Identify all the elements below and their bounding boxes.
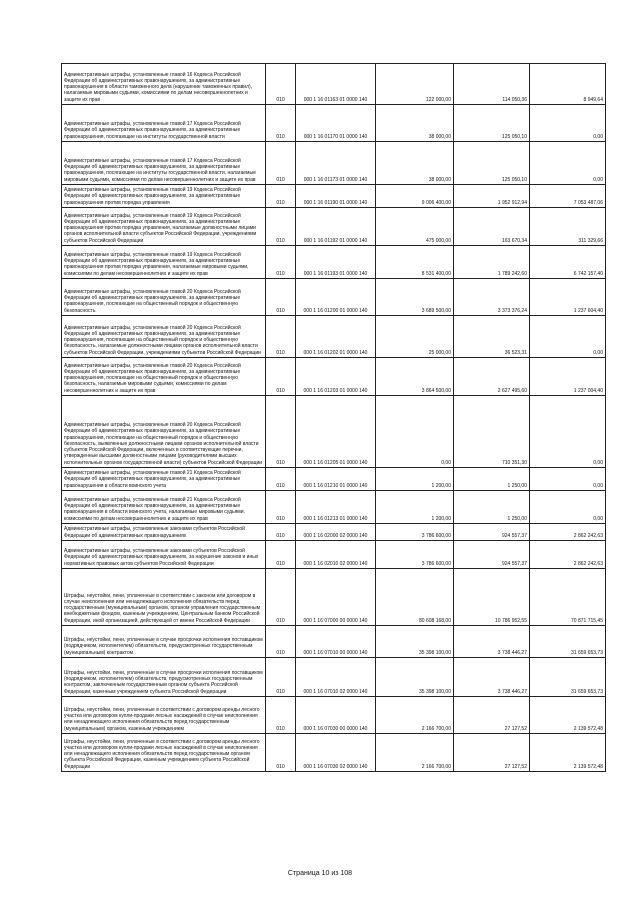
row-approved-amount: 3 786 600,00: [376, 541, 454, 569]
table-row: [62, 697, 606, 734]
row-description: Административные штрафы, установленные главой 20 Кодекса Российской Федерации об административных правонарушениях, за административные правонарушения, посягающие на общественный порядок и общественную безопасность, налагаемые мировыми судьями, комиссиями по делам несовершеннолетних и защите их прав: [62, 358, 266, 396]
row-approved-amount: 35 398 100,00: [376, 658, 454, 697]
row-executed-amount: 10 786 952,55: [454, 569, 530, 626]
row-executed-amount: 710 351,30: [454, 396, 530, 468]
row-description: Административные штрафы, установленные главой 17 Кодекса Российской Федерации об административных правонарушениях, за административные правонарушения, посягающие на институты государственной власти: [62, 105, 266, 142]
row-remaining-amount: 2 139 572,48: [530, 734, 606, 772]
row-description: Административные штрафы, установленные главой 17 Кодекса Российской Федерации об административных правонарушениях, за административные правонарушения, посягающие на институты государственной власти, налагаемые мировыми судьями, комиссиями по делам несовершеннолетних и защите их прав: [62, 142, 266, 185]
row-approved-amount: 35 398 100,00: [376, 626, 454, 658]
row-approved-amount: 9 006 400,00: [376, 185, 454, 208]
row-executed-amount: 2 627 495,60: [454, 358, 530, 396]
row-approved-amount: 3 689 500,00: [376, 279, 454, 316]
row-description: Штрафы, неустойки, пени, уплаченные в соответствии с договором аренды лесного участка или договором купли-продажи лесных насаждений в случае неисполнения или ненадлежащего исполнения обязательств перед государственным (муниципальным) органом, казенным учреждением: [62, 697, 266, 734]
row-executed-amount: 924 557,37: [454, 524, 530, 541]
row-budget-code: 000 1 16 02010 02 0000 140: [296, 541, 376, 569]
row-executed-amount: 125 050,10: [454, 142, 530, 185]
row-budget-code: 000 1 16 01193 01 0000 140: [296, 246, 376, 279]
row-budget-code: 000 1 16 07030 02 0000 140: [296, 734, 376, 772]
page-footer: [0, 870, 640, 877]
row-executed-amount: 3 373 376,24: [454, 279, 530, 316]
row-description: Административные штрафы, установленные главой 19 Кодекса Российской Федерации об административных правонарушениях, за административные правонарушения против порядка управления, налагаемые мировыми судьями, комиссиями по делам несовершеннолетних и защите их прав: [62, 246, 266, 279]
row-description: Административные штрафы, установленные главой 20 Кодекса Российской Федерации об административных правонарушениях, за административные правонарушения, посягающие на общественный порядок и общественную безопасность, выявленные должностными лицами органов исполнительной власти субъектов Российской Федерации, включенных в соответствующие перечни, утвержденные высшими должностными лицами (руководителями высших исполнительных органов государственной власти) субъектов Российской Федерации: [62, 396, 266, 468]
row-remaining-amount: 1 237 604,40: [530, 279, 606, 316]
row-remaining-amount: 2 862 242,63: [530, 541, 606, 569]
revenue-table: [61, 63, 606, 772]
row-budget-code: 000 1 16 01163 01 0000 140: [296, 64, 376, 105]
row-remaining-amount: 0,00: [530, 142, 606, 185]
row-executed-amount: 36 523,31: [454, 316, 530, 358]
row-code: 010: [266, 658, 296, 697]
table-row: [62, 626, 606, 658]
row-executed-amount: 163 670,34: [454, 208, 530, 246]
row-budget-code: 000 1 16 01210 01 0000 140: [296, 468, 376, 491]
row-budget-code: 000 1 16 01213 01 0000 140: [296, 491, 376, 524]
row-executed-amount: 1 250,00: [454, 491, 530, 524]
row-description: Штрафы, неустойки, пени, уплаченные в соответствии с договором аренды лесного участка или договором купли-продажи лесных насаждений в случае неисполнения или ненадлежащего исполнения обязательств перед государственным органом субъекта Российской Федерации, казенным учреждением субъекта Российской Федерации: [62, 734, 266, 772]
row-approved-amount: 122 000,00: [376, 64, 454, 105]
row-code: 010: [266, 524, 296, 541]
table-row: [62, 524, 606, 541]
row-remaining-amount: 1 237 004,40: [530, 358, 606, 396]
row-executed-amount: 1 250,00: [454, 468, 530, 491]
row-remaining-amount: 6 742 157,40: [530, 246, 606, 279]
row-description: Штрафы, неустойки, пени, уплаченные в случае просрочки исполнения поставщиком (подрядчиком, исполнителем) обязательств, предусмотренных государственным (муниципальным) контрактом: [62, 626, 266, 658]
row-code: 010: [266, 279, 296, 316]
row-executed-amount: 114 050,36: [454, 64, 530, 105]
table-row: [62, 569, 606, 626]
row-budget-code: 000 1 16 07000 00 0000 140: [296, 569, 376, 626]
row-description: Административные штрафы, установленные главой 20 Кодекса Российской Федерации об административных правонарушениях, за административные правонарушения, посягающие на общественный порядок и общественную безопасность: [62, 279, 266, 316]
row-budget-code: 000 1 16 07010 02 0000 140: [296, 658, 376, 697]
row-code: 010: [266, 491, 296, 524]
table-row: [62, 658, 606, 697]
row-code: 010: [266, 569, 296, 626]
row-description: Административные штрафы, установленные законами субъектов Российской Федерации об административных правонарушениях: [62, 524, 266, 541]
row-executed-amount: 27 127,52: [454, 697, 530, 734]
row-budget-code: 000 1 16 01173 01 0000 140: [296, 142, 376, 185]
row-code: 010: [266, 105, 296, 142]
row-remaining-amount: 0,00: [530, 105, 606, 142]
row-approved-amount: 3 786 600,00: [376, 524, 454, 541]
row-description: Административные штрафы, установленные главой 16 Кодекса Российской Федерации об административных правонарушениях, за административные правонарушения в области таможенного дела (нарушение таможенных правил), налагаемые мировыми судьями, комиссиями по делам несовершеннолетних и защите их прав: [62, 64, 266, 105]
row-code: 010: [266, 626, 296, 658]
row-budget-code: 000 1 16 07010 00 0000 140: [296, 626, 376, 658]
table-row: [62, 279, 606, 316]
row-budget-code: 000 1 16 01205 01 0000 140: [296, 396, 376, 468]
row-approved-amount: 80 608 168,00: [376, 569, 454, 626]
row-description: Административные штрафы, установленные главой 19 Кодекса Российской Федерации об административных правонарушениях, за административные правонарушения против порядка управления, налагаемые должностными лицами органов исполнительной власти субъектов Российской Федерации, учреждениями субъектов Российской Федерации: [62, 208, 266, 246]
row-code: 010: [266, 316, 296, 358]
row-approved-amount: 1 200,00: [376, 491, 454, 524]
row-code: 010: [266, 208, 296, 246]
row-code: 010: [266, 734, 296, 772]
row-remaining-amount: 0,00: [530, 396, 606, 468]
row-code: 010: [266, 468, 296, 491]
row-code: 010: [266, 396, 296, 468]
row-budget-code: 000 1 16 02000 02 0000 140: [296, 524, 376, 541]
table-row: [62, 185, 606, 208]
row-remaining-amount: 31 659 653,73: [530, 658, 606, 697]
row-remaining-amount: 7 053 487,06: [530, 185, 606, 208]
row-code: 010: [266, 358, 296, 396]
table-row: [62, 468, 606, 491]
row-remaining-amount: 70 871 715,45: [530, 569, 606, 626]
row-budget-code: 000 1 16 07030 00 0000 140: [296, 697, 376, 734]
row-approved-amount: 25 000,00: [376, 316, 454, 358]
row-remaining-amount: 8 949,64: [530, 64, 606, 105]
row-description: Административные штрафы, установленные главой 19 Кодекса Российской Федерации об административных правонарушениях, за административные правонарушения против порядка управления: [62, 185, 266, 208]
row-approved-amount: 2 166 700,00: [376, 697, 454, 734]
row-approved-amount: 3 864 500,00: [376, 358, 454, 396]
row-executed-amount: 1 789 242,60: [454, 246, 530, 279]
row-budget-code: 000 1 16 01190 01 0000 140: [296, 185, 376, 208]
table-row: [62, 491, 606, 524]
table-row: [62, 396, 606, 468]
table-row: [62, 64, 606, 105]
row-description: Административные штрафы, установленные законами субъектов Российской Федерации об административных правонарушениях, за нарушение законов и иных нормативных правовых актов субъектов Российской Федерации: [62, 541, 266, 569]
row-code: 010: [266, 142, 296, 185]
row-remaining-amount: 0,00: [530, 316, 606, 358]
row-executed-amount: 27 127,52: [454, 734, 530, 772]
row-code: 010: [266, 185, 296, 208]
row-remaining-amount: 31 659 653,73: [530, 626, 606, 658]
row-approved-amount: 2 166 700,00: [376, 734, 454, 772]
row-approved-amount: 1 200,00: [376, 468, 454, 491]
row-executed-amount: 924 557,37: [454, 541, 530, 569]
row-description: Административные штрафы, установленные главой 21 Кодекса Российской Федерации об административных правонарушениях, за административные правонарушения в области воинского учета: [62, 468, 266, 491]
row-code: 010: [266, 246, 296, 279]
row-budget-code: 000 1 16 01202 01 0000 140: [296, 316, 376, 358]
table-row: [62, 541, 606, 569]
table-row: [62, 105, 606, 142]
row-executed-amount: 3 738 446,27: [454, 626, 530, 658]
row-code: 010: [266, 541, 296, 569]
row-budget-code: 000 1 16 01200 01 0000 140: [296, 279, 376, 316]
table-row: [62, 316, 606, 358]
row-approved-amount: 38 000,00: [376, 142, 454, 185]
row-code: 010: [266, 697, 296, 734]
table-row: [62, 734, 606, 772]
row-description: Административные штрафы, установленные главой 21 Кодекса Российской Федерации об административных правонарушениях, за административные правонарушения в области воинского учета, налагаемые мировыми судьями, комиссиями по делам несовершеннолетних и защите их прав: [62, 491, 266, 524]
row-executed-amount: 125 050,10: [454, 105, 530, 142]
row-code: 010: [266, 64, 296, 105]
row-remaining-amount: 0,00: [530, 491, 606, 524]
page-number: Страница 10 из 108: [287, 870, 353, 877]
row-budget-code: 000 1 16 01170 01 0000 140: [296, 105, 376, 142]
row-approved-amount: 0,00: [376, 396, 454, 468]
row-approved-amount: 475 000,00: [376, 208, 454, 246]
row-remaining-amount: 2 139 572,48: [530, 697, 606, 734]
row-description: Штрафы, неустойки, пени, уплаченные в случае просрочки исполнения поставщиком (подрядчиком, исполнителем) обязательств, предусмотренных государственным контрактом, заключенным государственным органом субъекта Российской Федерации, казенным учреждением субъекта Российской Федерации: [62, 658, 266, 697]
row-remaining-amount: 2 862 242,63: [530, 524, 606, 541]
row-remaining-amount: 311 329,66: [530, 208, 606, 246]
row-executed-amount: 3 738 446,27: [454, 658, 530, 697]
table-row: [62, 358, 606, 396]
row-description: Административные штрафы, установленные главой 20 Кодекса Российской Федерации об административных правонарушениях, за административные правонарушения, посягающие на общественный порядок и общественную безопасность, налагаемые должностными лицами органов исполнительной власти субъектов Российской Федерации, учреждениями субъектов Российской Федерации: [62, 316, 266, 358]
row-budget-code: 000 1 16 01203 01 0000 140: [296, 358, 376, 396]
row-approved-amount: 38 000,00: [376, 105, 454, 142]
row-approved-amount: 8 531 400,00: [376, 246, 454, 279]
row-description: Штрафы, неустойки, пени, уплаченные в соответствии с законом или договором в случае неисполнения или ненадлежащего исполнения обязательств перед государственным (муниципальным) органом, органом управления государственным внебюджетным фондом, казенным учреждением, Центральным банком Российской Федерации, иной организацией, действующей от имени Российской Федерации: [62, 569, 266, 626]
row-budget-code: 000 1 16 01192 01 0000 140: [296, 208, 376, 246]
row-executed-amount: 1 952 912,94: [454, 185, 530, 208]
table-row: [62, 208, 606, 246]
row-remaining-amount: 0,00: [530, 468, 606, 491]
table-row: [62, 246, 606, 279]
table-row: [62, 142, 606, 185]
